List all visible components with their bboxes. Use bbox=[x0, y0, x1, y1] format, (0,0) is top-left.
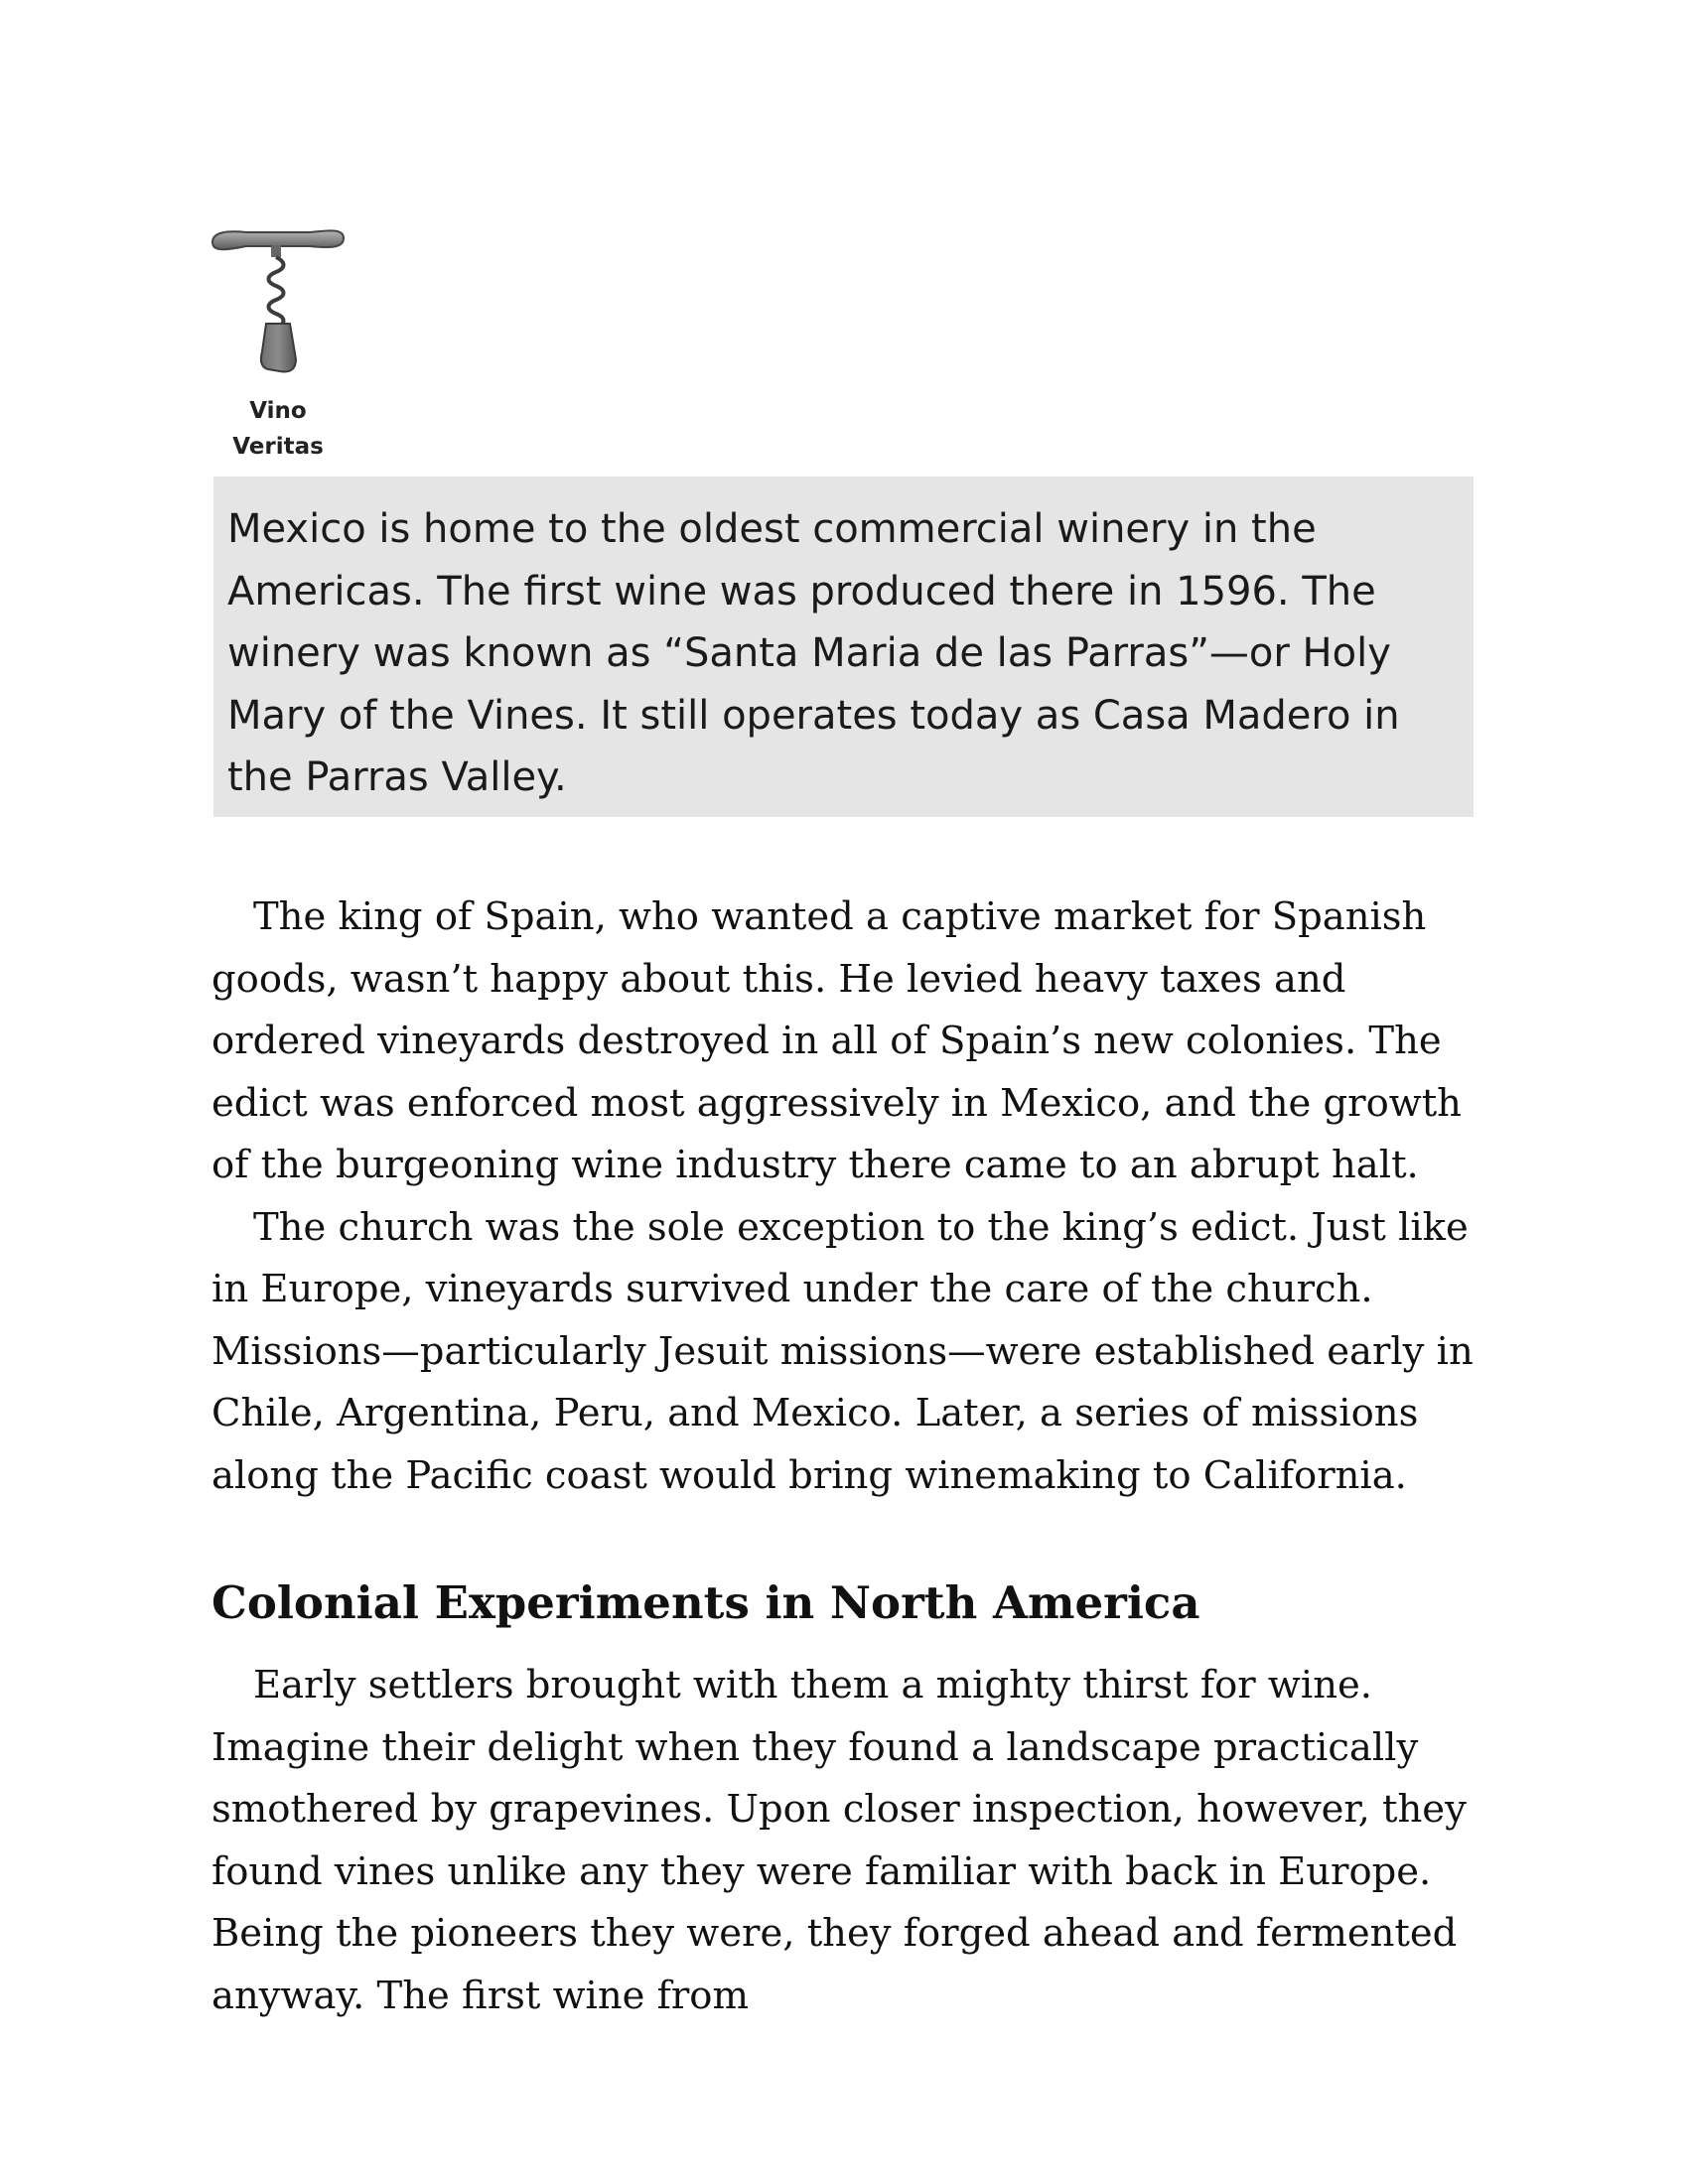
sidebar-box bbox=[213, 477, 1474, 817]
sidebar-text: Mexico is home to the oldest commercial winery in the Americas. The first wine was produced there in 1596. The winery was known as “Santa Maria de las Parras”—or Holy Mary of the Vines. It still operates today as Casa Madero in the Parras Valley. bbox=[227, 506, 1400, 800]
corkscrew-icon bbox=[207, 220, 350, 397]
sidebar-title-line2: Veritas bbox=[232, 434, 324, 460]
body-paragraph: The church was the sole exception to the king’s edict. Just like in Europe, vineyards survived under the care of the church. Missions—particularly Jesuit missions—were established early in Chile, Argentina, Peru, and Mexico. Later, a series of missions along the Pacific coast would bring winemaking to California. bbox=[211, 1204, 1474, 1498]
sidebar-title bbox=[204, 393, 352, 465]
section-paragraph: Early settlers brought with them a mighty thirst for wine. Imagine their delight when they found a landscape practically smothered by grapevines. Upon closer inspection, however, they found vines unlike any they were familiar with back in Europe. Being the pioneers they were, they forged ahead and fermented anyway. The first wine from bbox=[211, 1663, 1467, 2018]
section-heading: Colonial Experiments in North America bbox=[211, 1576, 1200, 1629]
sidebar-title-line1: Vino bbox=[249, 398, 307, 424]
body-paragraph: The king of Spain, who wanted a captive market for Spanish goods, wasn’t happy about this. He levied heavy taxes and ordered vineyards destroyed in all of Spain’s new colonies. The edict was enforced most aggressively in Mexico, and the growth of the burgeoning wine industry there came to an abrupt halt. bbox=[211, 894, 1462, 1187]
body-text bbox=[211, 887, 1492, 1507]
section-text bbox=[211, 1655, 1492, 2027]
